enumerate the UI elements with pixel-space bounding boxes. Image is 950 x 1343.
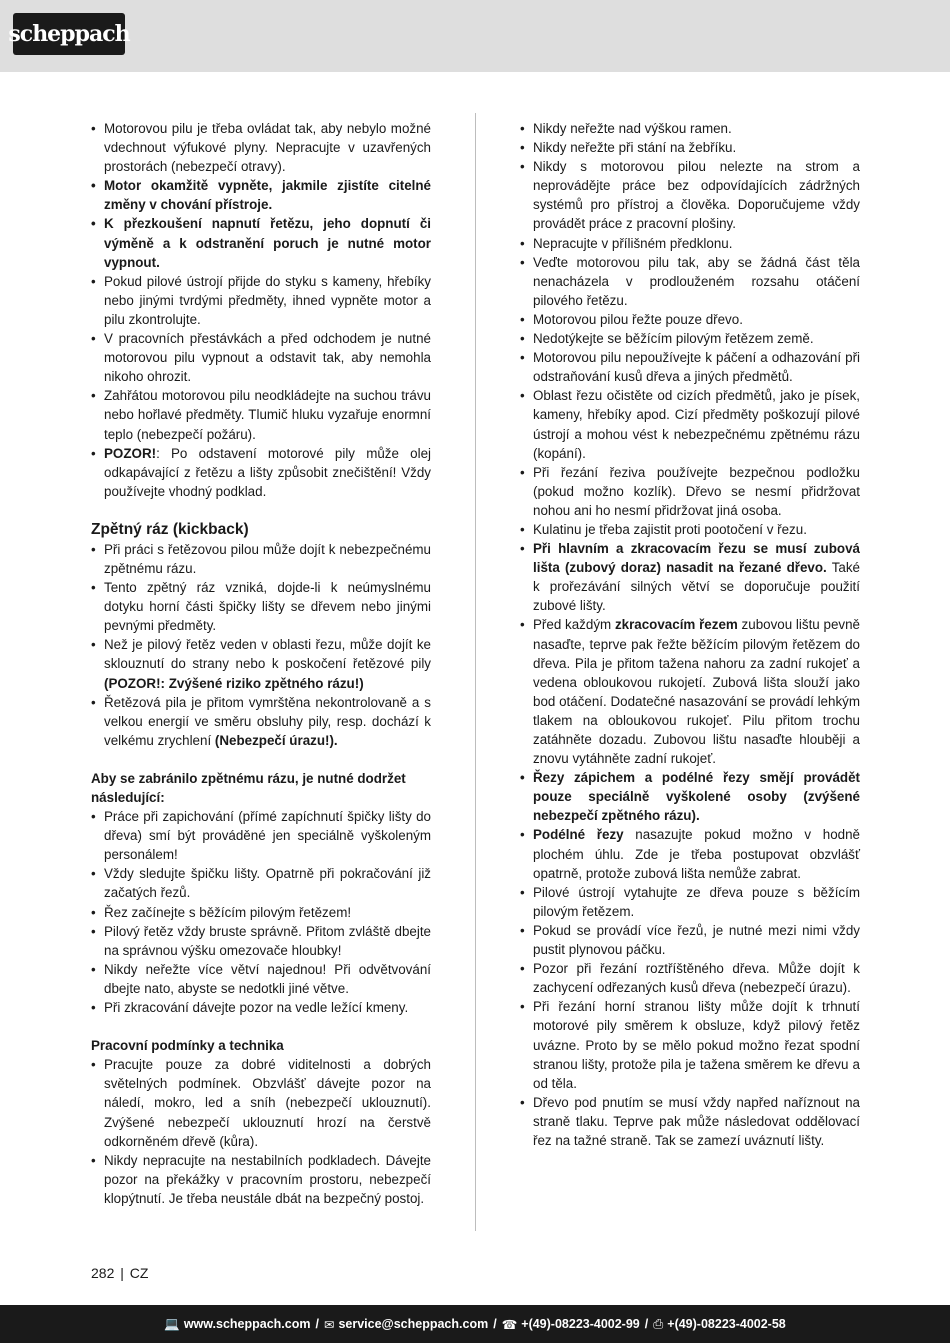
page-number-value: 282 — [91, 1265, 115, 1281]
list-item: • Nikdy neřežte nad výškou ramen. — [520, 119, 860, 138]
list-item: • Pokud pilové ústrojí přijde do styku s kameny, hřebíky nebo jinými tvrdými předměty, ihned vypněte motor a pilu zkontrolujte. — [91, 272, 431, 329]
section-heading-prevention: Aby se zabránilo zpětnému rázu, je nutné dodržet následující: — [91, 770, 406, 805]
list-item: • Nikdy nepracujte na nestabilních podkladech. Dávejte pozor na překážky v pracovním prostoru, nebezpečí klopýtnutí. Je třeba neustále dbát na bezpečný postoj. — [91, 1151, 431, 1208]
list-item: • K přezkoušení napnutí řetězu, jeho dopnutí či výměně a k odstranění poruch je nutné motor vypnout. — [91, 214, 431, 271]
list-item: • Zahřátou motorovou pilu neodkládejte na suchou trávu nebo hořlavé předměty. Tlumič hluku vyzařuje enormní teplo (nebezpečí požáru). — [91, 386, 431, 443]
list-item: • Než je pilový řetěz veden v oblasti řezu, může dojít ke sklouznutí do strany nebo k poskočení řetězové pily (POZOR!: Zvýšené riziko zpětného rázu!) — [91, 635, 431, 692]
footer-separator: / — [644, 1317, 649, 1331]
left-column — [91, 119, 431, 1208]
list-item: • Kulatinu je třeba zajistit proti pootočení v řezu. — [520, 520, 860, 539]
footer-separator: / — [315, 1317, 319, 1331]
list-item: • Motor okamžitě vypněte, jakmile zjistíte citelné změny v chování přístroje. — [91, 176, 431, 214]
page-footer — [0, 1305, 950, 1343]
list-item: • Pilový řetěz vždy bruste správně. Přitom zvláště dbejte na správnou výšku omezovače hloubky! — [91, 922, 431, 960]
list-item: • Motorovou pilou řežte pouze dřevo. — [520, 310, 860, 329]
logo-text: scheppach — [8, 21, 130, 47]
list-item: • Pokud se provádí více řezů, je nutné mezi nimi vždy pustit plynovou páčku. — [520, 921, 860, 959]
list-item: • Řezy zápichem a podélné řezy smějí provádět pouze speciálně vyškolené osoby (zvýšené nebezpečí zpětného rázu). — [520, 768, 860, 825]
page-separator: | — [120, 1265, 124, 1281]
list-item: • Řez začínejte s běžícím pilovým řetězem! — [91, 903, 431, 922]
prevention-list — [91, 807, 431, 1017]
footer-separator: / — [493, 1317, 497, 1331]
section-heading-kickback: Zpětný ráz (kickback) — [91, 520, 249, 538]
list-item: • Podélné řezy nasazujte pokud možno v hodně plochém úhlu. Zde je třeba postupovat obzvlášť opatrně, protože zubová lišta nemůže zabrat. — [520, 825, 860, 882]
section-heading-conditions: Pracovní podmínky a technika — [91, 1038, 284, 1054]
list-item: • Práce při zapichování (přímé zapíchnutí špičky lišty do dřeva) smí být prováděné jen speciálně vyškoleným personálem! — [91, 807, 431, 864]
list-item: • Nikdy neřežte při stání na žebříku. — [520, 138, 860, 157]
kickback-list — [91, 540, 431, 750]
footer-email-link[interactable]: service@scheppach.com — [338, 1317, 489, 1331]
technique-list — [520, 119, 860, 1150]
list-item: • Při řezání horní stranou lišty může dojít k trhnutí motorové pily směrem k obsluze, když pilový řetěz uvázne. Proto by se mělo pokud možno řezat spodní stranou lišty, protože pila je tažena směrem ke dřevu a od těla. — [520, 997, 860, 1092]
list-item: • Nikdy neřežte více větví najednou! Při odvětvování dbejte nato, abyste se nedotkli jiné větve. — [91, 960, 431, 998]
list-item: • Veďte motorovou pilu tak, aby se žádná část těla nenacházela v prodlouženém rozsahu otáčení pilového řetězu. — [520, 253, 860, 310]
page-language: CZ — [129, 1265, 149, 1281]
scheppach-logo — [8, 13, 130, 55]
list-item: • Pozor při řezání roztříštěného dřeva. Může dojít k zachycení odřezaných kusů dřeva (nebezpečí úrazu). — [520, 959, 860, 997]
computer-icon: 💻 — [164, 1316, 180, 1331]
list-item: • Před každým zkracovacím řezem zubovou lištu pevně nasaďte, teprve pak řežte běžícím pilovým řetězem do dřeva. Pila je přitom tažena nahoru za zadní rukojeť a vedena obloukovou rukojetí. Zubová lišta slouží jako bod otáčení. Dodatečné nasazování se provádí lehkým tlakem na obloukovou rukojeť. Pilu přitom trochu zatáhněte dozadu. Zubovou lištu nasaďte hlouběji a znovu vytáhněte zadní rukojeť. — [520, 615, 860, 768]
list-item: • Dřevo pod pnutím se musí vždy napřed naříznout na straně tlaku. Teprve pak může následovat oddělovací řez na tažné straně. Tak se zamezí uváznutí lišty. — [520, 1093, 860, 1150]
phone-icon: ☎ — [501, 1317, 518, 1332]
fax-icon: ⎙ — [653, 1316, 664, 1331]
list-item: • Při zkracování dávejte pozor na vedle ležící kmeny. — [91, 998, 431, 1017]
page-header — [0, 0, 950, 72]
list-item: • Motorovou pilu je třeba ovládat tak, aby nebylo možné vdechnout výfukové plyny. Nepracujte v uzavřených prostorách (nebezpečí otravy). — [91, 119, 431, 176]
right-column — [520, 119, 860, 1150]
footer-website-link[interactable]: www.scheppach.com — [183, 1317, 311, 1331]
list-item: • Motorovou pilu nepoužívejte k páčení a odhazování při odstraňování kusů dřeva a jiných předmětů. — [520, 348, 860, 386]
list-item: • Vždy sledujte špičku lišty. Opatrně při pokračování již začatých řezů. — [91, 864, 431, 902]
footer-phone: +(49)-08223-4002-99 — [521, 1317, 640, 1331]
list-item: • Nepracujte v přílišném předklonu. — [520, 234, 860, 253]
mail-icon: ✉ — [323, 1317, 335, 1332]
list-item: • Nikdy s motorovou pilou nelezte na strom a neprovádějte práce bez odpovídajících zádržných systémů pro přístroj a člověka. Doporučujeme vždy provádět práce z pracovní plošiny. — [520, 157, 860, 233]
list-item: • Při práci s řetězovou pilou může dojít k nebezpečnému zpětnému rázu. — [91, 540, 431, 578]
safety-list-general — [91, 119, 431, 501]
list-item: • Tento zpětný ráz vzniká, dojde-li k neúmyslnému dotyku horní části špičky lišty se dřevem nebo jinými pevnými předměty. — [91, 578, 431, 635]
list-item: • Pracujte pouze za dobré viditelnosti a dobrých světelných podmínek. Obzvlášť dávejte pozor na náledí, mokro, led a sníh (nebezpečí uklouznutí). Zvýšené nebezpečí uklouznutí hrozí na čerstvě odkorněném dřevě (kůra). — [91, 1055, 431, 1150]
column-divider — [475, 113, 476, 1231]
list-item: • Při řezání řeziva používejte bezpečnou podložku (pokud možno kozlík). Dřevo se nesmí přidržovat nohou ani ho nesmí přidržovat jiná osoba. — [520, 463, 860, 520]
list-item: • Řetězová pila je přitom vymrštěna nekontrolovaně a s velkou energií ve směru obsluhy pily, resp. dochází k velkému zrychlení (Nebezpečí úrazu!). — [91, 693, 431, 750]
conditions-list — [91, 1055, 431, 1208]
footer-fax: +(49)-08223-4002-58 — [667, 1317, 786, 1331]
list-item: • Při hlavním a zkracovacím řezu se musí zubová lišta (zubový doraz) nasadit na řezané dřevo. Také k prořezávání silných větví se doporučuje použití zubové lišty. — [520, 539, 860, 615]
list-item: • POZOR!: Po odstavení motorové pily může olej odkapávající z řetězu a lišty způsobit znečištění! Vždy používejte vhodný podklad. — [91, 444, 431, 501]
list-item: • Oblast řezu očistěte od cizích předmětů, jako je písek, kameny, hřebíky apod. Cizí předměty poškozují pilové ústrojí a mohou vést k nebezpečnému zpětnému rázu (kopání). — [520, 386, 860, 462]
page-number — [91, 1265, 148, 1281]
list-item: • Pilové ústrojí vytahujte ze dřeva pouze s běžícím pilovým řetězem. — [520, 883, 860, 921]
list-item: • V pracovních přestávkách a před odchodem je nutné motorovou pilu vypnout a odstavit tak, aby nemohla nikoho ohrozit. — [91, 329, 431, 386]
list-item: • Nedotýkejte se běžícím pilovým řetězem země. — [520, 329, 860, 348]
